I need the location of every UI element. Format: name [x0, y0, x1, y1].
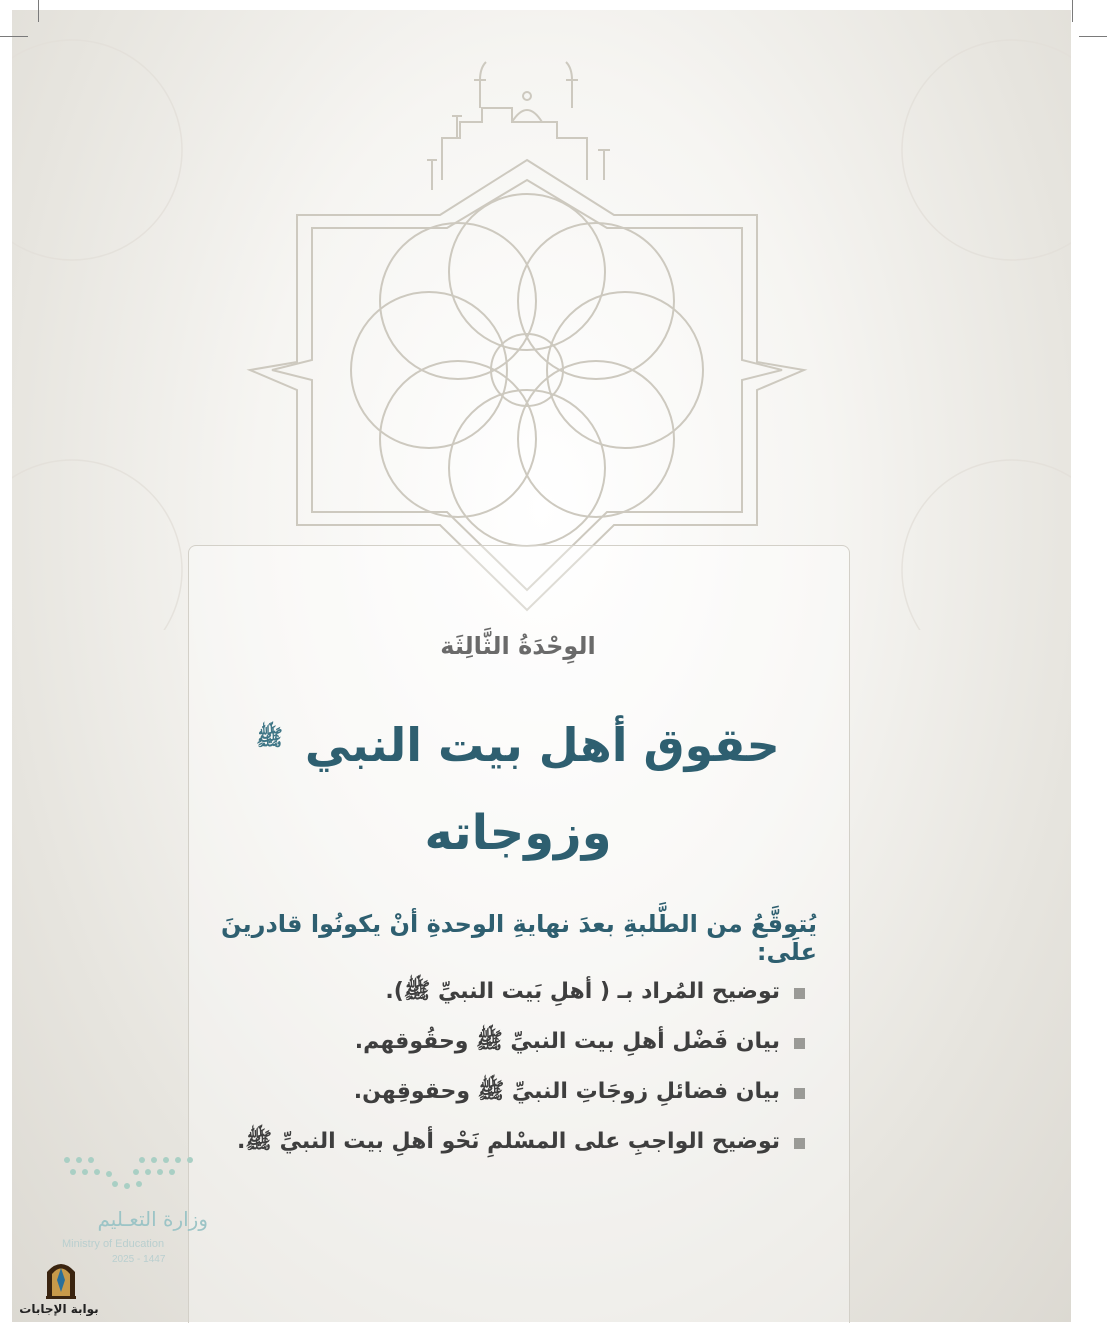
objective-text: بيان فَضْل أهلِ بيت النبيِّ ﷺ وحقُوقهم. [354, 1029, 780, 1054]
objective-text: توضيح الواجبِ على المسْلمِ نَحْو أهلِ بيت النبيِّ ﷺ. [237, 1129, 780, 1154]
ministry-year: 2025 - 1447 [112, 1254, 166, 1265]
ministry-name-arabic: وزارة التعـليم [97, 1207, 208, 1231]
unit-title-line-1 [188, 718, 848, 772]
portal-label: بوابة الإجابات [19, 1302, 99, 1316]
pen-arch-logo-icon [44, 1256, 78, 1300]
square-bullet-icon [794, 988, 805, 999]
unit-title-text: حقوق أهل بيت النبي [304, 718, 780, 772]
ministry-name-english: Ministry of Education [62, 1238, 165, 1250]
objective-item [205, 1118, 805, 1168]
square-bullet-icon [794, 1088, 805, 1099]
crop-mark [0, 36, 28, 37]
objective-item [205, 1018, 805, 1068]
crop-mark [1079, 36, 1107, 37]
ministry-dots-logo-icon [52, 1150, 202, 1205]
crop-mark [38, 0, 39, 22]
objective-item [205, 1068, 805, 1118]
square-bullet-icon [794, 1138, 805, 1149]
crop-mark [1072, 0, 1073, 22]
honorific-glyph: ﷺ [256, 725, 283, 751]
unit-number-label: الوِحْدَةُ الثَّالِثَة [440, 632, 596, 660]
square-bullet-icon [794, 1038, 805, 1049]
objectives-intro: يُتوقَّعُ من الطَّلبةِ بعدَ نهايةِ الوحدةِ أنْ يكونُوا قادرينَ علَى: [221, 910, 817, 966]
objective-text: توضيح المُراد بـ ( أهلِ بَيت النبيِّ ﷺ). [385, 979, 780, 1004]
objectives-list [205, 968, 805, 1168]
objective-text: بيان فضائلِ زوجَاتِ النبيِّ ﷺ وحقوقِهن. [353, 1079, 780, 1104]
objective-item [205, 968, 805, 1018]
mosque-star-ornament-icon [12, 10, 1071, 630]
unit-title-line-2: وزوجاته [424, 805, 612, 861]
